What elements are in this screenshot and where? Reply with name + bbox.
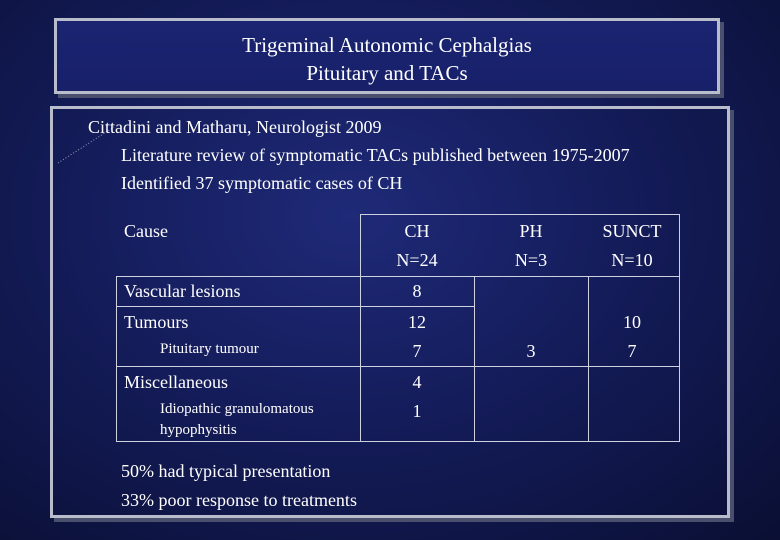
- cell-tumours-ch: 12: [408, 312, 426, 332]
- cell-idiopathic-ch: 1: [412, 401, 422, 421]
- citation-text: Cittadini and Matharu, Neurologist 2009: [88, 117, 382, 137]
- row-label-tumours: Tumours: [124, 312, 189, 332]
- table-col-divider: [360, 214, 361, 442]
- footer-poor-response: 33% poor response to treatments: [121, 490, 357, 510]
- cell-pituitary-ph: 3: [526, 341, 536, 361]
- header-sunct-n: N=10: [611, 250, 653, 270]
- row-label-vascular: Vascular lesions: [124, 281, 241, 301]
- slide-title: Trigeminal Autonomic Cephalgias: [242, 33, 532, 57]
- footer-typical-presentation: 50% had typical presentation: [121, 461, 331, 481]
- header-ch: CH: [404, 221, 430, 241]
- table-right-border: [679, 214, 680, 442]
- cell-tumours-sunct: 10: [623, 312, 641, 332]
- table-left-border: [116, 276, 117, 442]
- table-top-border: [360, 214, 680, 215]
- header-cause: Cause: [124, 221, 168, 241]
- header-ph-n: N=3: [514, 250, 548, 270]
- cell-vascular-ch: 8: [412, 281, 422, 301]
- cell-misc-ch: 4: [412, 372, 422, 392]
- cell-pituitary-ch: 7: [412, 341, 422, 361]
- header-ph: PH: [519, 221, 543, 241]
- table-bottom-border: [116, 441, 680, 442]
- bullet-literature-review: Literature review of symptomatic TACs published between 1975-2007: [121, 145, 630, 165]
- row-divider: [116, 276, 680, 277]
- row-divider: [116, 366, 680, 367]
- slide-title-box: [54, 18, 720, 94]
- row-divider: [116, 306, 474, 307]
- table-col-divider: [474, 276, 475, 442]
- bullet-symptomatic-cases: Identified 37 symptomatic cases of CH: [121, 173, 403, 193]
- row-label-pituitary: Pituitary tumour: [160, 341, 259, 357]
- header-sunct: SUNCT: [602, 221, 662, 241]
- row-label-idiopathic-line1: Idiopathic granulomatous: [160, 401, 314, 417]
- slide-subtitle: Pituitary and TACs: [306, 61, 468, 85]
- row-label-idiopathic-line2: hypophysitis: [160, 422, 237, 438]
- header-ch-n: N=24: [396, 250, 438, 270]
- row-label-miscellaneous: Miscellaneous: [124, 372, 228, 392]
- cell-pituitary-sunct: 7: [627, 341, 637, 361]
